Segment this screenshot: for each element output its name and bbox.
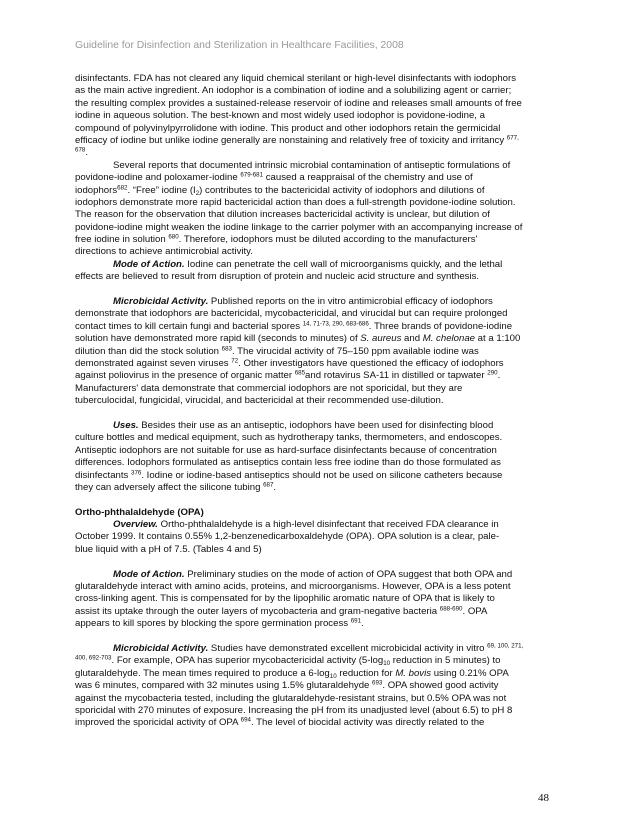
line-text: Studies have demonstrated excellent microbicidal activity in vitro <box>210 642 485 654</box>
line-text: solution have demonstrated more rapid kill (seconds to minutes) of <box>75 333 358 345</box>
citation: 400, 692-703 <box>75 654 112 662</box>
text-line <box>75 680 565 692</box>
line-text: contact times to kill certain fungi and bacterial spores <box>75 320 301 332</box>
section-heading: Microbicidal Activity. <box>113 642 209 654</box>
text-line <box>75 259 565 271</box>
paragraph-gap <box>75 556 565 568</box>
line-text: demonstrated against seven viruses <box>75 357 229 369</box>
text-line: as the main active ingredient. An iodophor is a combination of iodine and a solubilizing agent or carrier; <box>75 85 512 97</box>
citation: 682 <box>117 184 128 192</box>
line-text: . Iodine or iodine-based antiseptics should not be used on silicone catheters because <box>141 469 503 481</box>
line-text: . Other investigators have questioned the efficacy of iodophors <box>238 357 504 369</box>
section-heading: Uses. <box>113 419 139 431</box>
line-text: free iodine in solution <box>75 234 166 246</box>
line-text: efficacy of iodine but unlike iodine generally are nonstaining and relatively free of toxicity and irritancy <box>75 134 505 146</box>
citation: 14, 71-73, 290, 683-686 <box>302 320 369 328</box>
line-text: reduction for <box>339 667 393 679</box>
line-text: reduction in 5 minutes) to <box>392 655 501 667</box>
line-text: . “Free” iodine (I <box>127 184 196 196</box>
line-text: against poliovirus in the presence of organic matter <box>75 370 293 382</box>
text-line: tuberculocidal, fungicidal, virucidal, and bactericidal at their recommended use-dilution. <box>75 395 444 407</box>
text-line <box>75 358 565 370</box>
line-text: . The virucidal activity of 75–150 ppm available iodine was <box>232 345 479 357</box>
text-line: iodophors demonstrate more rapid bactericidal action than does a full-strength povidone-iodine solution. <box>75 196 516 208</box>
section-heading: Mode of Action. <box>113 568 185 580</box>
section-heading: Microbicidal Activity. <box>113 296 209 308</box>
text-line: Manufacturers' data demonstrate that commercial iodophors are not sporicidal, but they are <box>75 382 463 394</box>
text-line <box>75 668 565 680</box>
citation: 376 <box>131 469 142 476</box>
text-line: blue liquid with a pH of 7.5. (Tables 4 and 5) <box>75 543 262 555</box>
line-text: caused a reappraisal of the chemistry and use of <box>265 172 473 184</box>
text-line: glutaraldehyde interact with amino acids, proteins, and microorganisms. However, OPA is a less potent <box>75 581 511 593</box>
line-text: improved the sporicidal activity of OPA <box>75 717 238 729</box>
text-line <box>75 234 565 246</box>
line-text: . For example, OPA has superior mycobactericidal activity (5-log <box>111 655 384 667</box>
text-line: cross-linking agent. This is compensated for by the lipophilic aromatic nature of OPA that is likely to <box>75 593 495 605</box>
line-text: . <box>85 147 88 159</box>
citation: 69, 100, 271, <box>487 642 524 650</box>
text-line: Antiseptic iodophors are not suitable for use as hard-surface disinfectants because of concentration <box>75 444 497 456</box>
line-text: glutaraldehyde. The mean times required to produce a 6-log <box>75 667 330 679</box>
line-text: and rotavirus SA-11 in distilled or tapwater <box>305 370 485 382</box>
text-line <box>75 482 565 494</box>
text-line <box>75 370 565 382</box>
citation: 679-681 <box>240 171 264 179</box>
line-text: povidone-iodine and poloxamer-iodine <box>75 172 238 184</box>
line-text: . Therefore, iodophors must be diluted according to the manufacturers' <box>178 234 478 246</box>
line-text: Besides their use as an antiseptic, iodophors have been used for disinfecting blood <box>141 419 494 431</box>
section-title: Ortho-phthalaldehyde (OPA) <box>75 506 204 518</box>
citation: 72 <box>231 357 239 365</box>
text-line <box>75 420 565 432</box>
citation: 677, <box>506 134 519 142</box>
text-line <box>75 717 565 729</box>
species-name: S. aureus <box>360 333 402 345</box>
line-text: iodophors <box>75 184 118 196</box>
line-text: Published reports on the in vitro antimicrobial efficacy of iodophors <box>210 296 493 308</box>
text-line <box>75 569 565 581</box>
line-text: Preliminary studies on the mode of action of OPA suggest that both OPA and <box>187 568 513 580</box>
line-text: . <box>273 481 277 493</box>
paragraph-gap <box>75 494 565 506</box>
section-heading: Mode of Action. <box>113 258 185 270</box>
line-text: . <box>497 370 501 382</box>
citation: 685 <box>294 369 306 377</box>
line-text: . The level of biocidal activity was directly related to the <box>251 717 485 729</box>
citation: 290 <box>487 369 498 377</box>
text-line <box>75 606 565 618</box>
line-text: . <box>361 618 364 630</box>
subscript: 2 <box>195 189 200 197</box>
page-number: 48 <box>538 792 549 804</box>
paragraph-gap <box>75 631 565 643</box>
line-text: disinfectants <box>75 469 129 481</box>
line-text: appears to kill spores by blocking the spore germination process <box>75 618 349 630</box>
text-line <box>75 618 565 630</box>
species-name: M. bovis <box>395 667 432 679</box>
text-line <box>75 185 565 197</box>
text-line <box>75 643 565 655</box>
running-header: Guideline for Disinfection and Sterilization in Healthcare Facilities, 2008 <box>75 40 404 51</box>
line-text: . OPA <box>462 605 488 617</box>
text-line: compound of polyvinylpyrrolidone with iodine. This product and other iodophors retain the germicidal <box>75 122 501 134</box>
text-line <box>75 296 565 308</box>
text-line: Several reports that documented intrinsic microbial contamination of antiseptic formulations of <box>113 159 511 171</box>
line-text: ) contributes to the bactericidal activity of iodophors and dilutions of <box>199 184 485 196</box>
text-line: disinfectants. FDA has not cleared any liquid chemical sterilant or high-level disinfectants with iodophors <box>75 73 517 84</box>
line-text: was 6 minutes, compared with 32 minutes using 1.5% glutaraldehyde <box>75 680 370 692</box>
citation: 680 <box>168 233 179 241</box>
text-line: effects are believed to result from disruption of protein and nucleic acid structure and synthesis. <box>75 271 480 283</box>
line-text: assist its uptake through the outer layers of mycobacteria and gram-negative bacteria <box>75 605 438 617</box>
text-line: differences. Iodophors formulated as antiseptics contain less free iodine than do those formulated as <box>75 457 501 469</box>
text-line: against the mycobacteria tested, including the glutaraldehyde-resistant strains, but 0.5% OPA was not <box>75 692 507 704</box>
text-line <box>75 172 565 184</box>
subscript: 10 <box>383 660 391 668</box>
section-heading: Overview. <box>113 519 158 531</box>
citation: 693 <box>372 679 383 687</box>
text-line <box>75 333 565 345</box>
line-text: they can adversely affect the silicone tubing <box>75 481 261 493</box>
line-text: . Three brands of povidone-iodine <box>368 320 513 332</box>
citation: 687 <box>263 481 274 489</box>
citation: 688-690 <box>439 605 463 613</box>
text-line: The reason for the observation that dilution increases bactericidal activity is unclear, but dilution of <box>75 209 490 221</box>
line-text: . OPA showed good activity <box>382 680 499 692</box>
text-line <box>75 470 565 482</box>
text-line <box>75 321 565 333</box>
text-line: the resulting complex provides a sustained-release reservoir of iodine and releases small amounts of free <box>75 97 522 109</box>
paragraph-gap <box>75 284 565 296</box>
text-line: demonstrate that iodophors are bactericidal, mycobactericidal, and virucidal but can require prolonged <box>75 308 508 320</box>
line-text: dilution than did the stock solution <box>75 345 219 357</box>
line-text: using 0.21% OPA <box>433 667 509 679</box>
citation: 691 <box>350 617 362 625</box>
citation: 678 <box>75 146 86 154</box>
text-line: iodine in aqueous solution. The best-known and most widely used iodophor is povidone-iodine, a <box>75 110 485 122</box>
text-line: culture bottles and medical equipment, such as hydrotherapy tanks, thermometers, and endoscopes. <box>75 432 503 444</box>
species-name: M. chelonae <box>422 333 475 345</box>
line-text: at a 1:100 <box>477 333 521 345</box>
paragraph-gap <box>75 408 565 420</box>
body-text <box>75 73 565 730</box>
subscript: 10 <box>329 672 337 680</box>
citation: 683 <box>221 345 232 353</box>
text-line <box>75 519 565 531</box>
text-line: directions to achieve antimicrobial activity. <box>75 246 253 258</box>
line-text: Ortho-phthalaldehyde is a high-level disinfectant that received FDA clearance in <box>160 519 499 531</box>
line-text: and <box>404 333 421 345</box>
line-text: Iodine can penetrate the cell wall of microorganisms quickly, and the lethal <box>187 258 503 270</box>
text-line <box>75 147 565 159</box>
text-line: October 1999. It contains 0.55% 1,2-benzenedicarboxaldehyde (OPA). OPA solution is a clear, pale- <box>75 531 500 543</box>
text-line: povidone-iodine might weaken the iodine linkage to the carrier polymer with an accompanying increase of <box>75 221 523 233</box>
text-line <box>75 346 565 358</box>
text-line <box>75 655 565 667</box>
citation: 694 <box>240 716 251 724</box>
text-line: sporicidal with 270 minutes of exposure. Increasing the pH from its unadjusted level (about 6.5) to pH 8 <box>75 704 513 716</box>
text-line <box>75 135 565 147</box>
